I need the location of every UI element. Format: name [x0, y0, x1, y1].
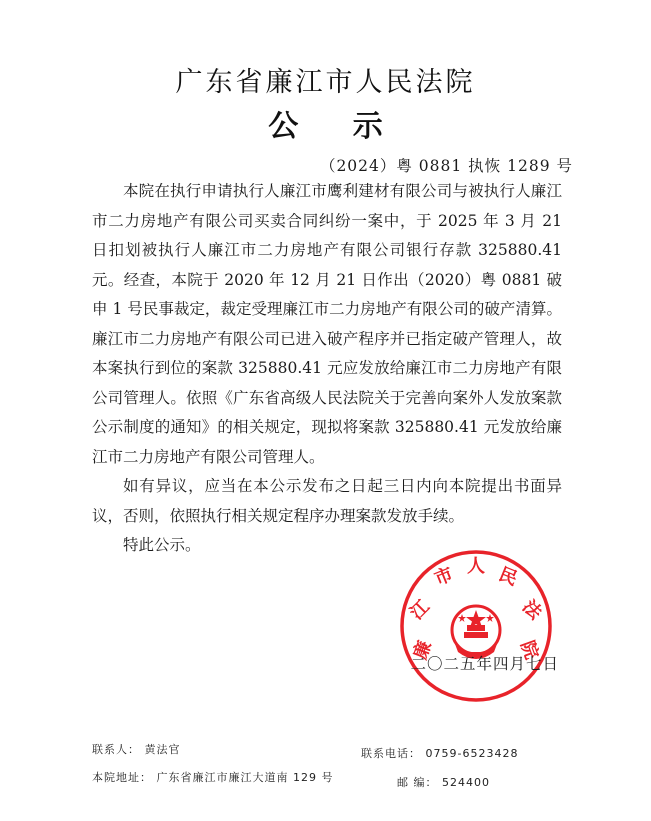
notice-body: [92, 177, 562, 561]
issue-date: 二〇二五年四月七日: [410, 655, 559, 673]
body-paragraph: 如有异议，应当在本公示发布之日起三日内向本院提出书面异议，否则，依照执行相关规定程序办理案款发放手续。: [92, 477, 562, 525]
court-name: 广东省廉江市人民法院: [175, 67, 476, 98]
case-number: （2024）粤 0881 执恢 1289 号: [319, 157, 573, 175]
footer-postcode: 邮 编： 524400: [397, 776, 490, 789]
seal-char: 院: [516, 638, 543, 663]
footer-address: 本院地址： 广东省廉江市廉江大道南 129 号: [92, 771, 334, 784]
court-seal-icon: [398, 548, 554, 704]
seal-char: 江: [406, 596, 434, 624]
document-title: 公 示: [268, 109, 405, 144]
body-paragraph: 本院在执行申请执行人廉江市鹰利建材有限公司与被执行人廉江市二力房地产有限公司买卖合同纠纷一案中，于 2025 年 3 月 21 日扣划被执行人廉江市二力房地产有限公司银行存款 325880.41 元。经查，本院于 2020 年 12 月 21 日作出（2020）粤 0881 破申 1 号民事裁定，裁定受理廉江市二力房地产有限公司的破产清算。廉江市二力房地产有限公司已进入破产程序并已指定破产管理人，故本案执行到位的案款 325880.41 元应发放给廉江市二力房地产有限公司管理人。依照《广东省高级人民法院关于完善向案外人发放案款公示制度的通知》的相关规定，现拟将案款 325880.41 元发放给廉江市二力房地产有限公司管理人。: [92, 182, 562, 466]
seal-char: 人: [467, 556, 485, 577]
footer-phone: 联系电话： 0759-6523428: [361, 747, 519, 760]
seal-char: 廉: [409, 638, 436, 663]
seal-char: 市: [431, 563, 457, 591]
seal-char: 法: [518, 596, 546, 624]
seal-char: 民: [495, 563, 521, 591]
footer-contact: 联系人： 黄法官: [92, 743, 181, 756]
body-paragraph: 特此公示。: [123, 536, 201, 554]
